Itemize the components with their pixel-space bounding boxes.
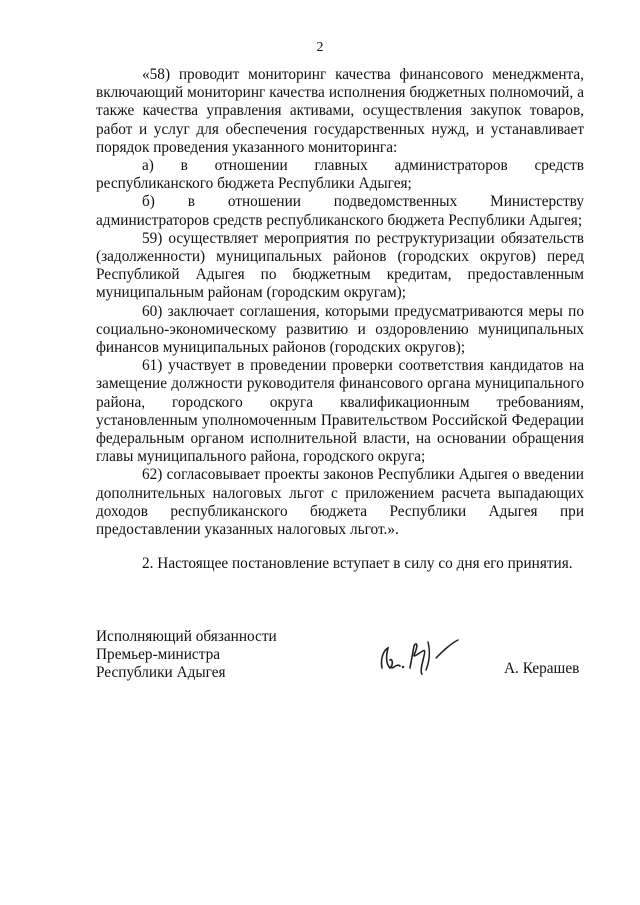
paragraph-item-61: 61) участвует в проведении проверки соответствия кандидатов на замещение должности руководителя финансового органа муниципального района, городского округа квалификационным требованиям, установленным уполномоченным Правительством Российской Федерации федеральным органом исполнительной власти, на основании обращения главы муниципального района, городского округа; — [96, 357, 584, 466]
paragraph-subitem-b: б) в отношении подведомственных Министерству администраторов средств республиканского бюджета Республики Адыгея; — [96, 193, 584, 229]
signatory-title-line: Исполняющий обязанности — [96, 628, 277, 645]
signatory-title — [96, 628, 277, 683]
paragraph-item-59: 59) осуществляет мероприятия по реструктуризации обязательств (задолженности) муниципальных районов (городских округов) перед Республикой Адыгея по бюджетным кредитам, предоставленным муниципальным районам (городским округам); — [96, 229, 584, 302]
signatory-title-line: Республики Адыгея — [96, 664, 226, 682]
signatory-name: А. Керашев — [504, 660, 580, 677]
paragraph-subitem-a: а) в отношении главных администраторов средств республиканского бюджета Республики Адыгея; — [96, 157, 584, 193]
document-body — [96, 66, 584, 573]
paragraph-effective-date: 2. Настоящее постановление вступает в силу со дня его принятия. — [142, 555, 573, 573]
paragraph-item-62: 62) согласовывает проекты законов Республики Адыгея о введении дополнительных налоговых льгот с приложением расчета выпадающих доходов республиканского бюджета Республики Адыгея при предоставлении указанных налоговых льгот.». — [96, 466, 584, 539]
handwritten-signature — [374, 628, 464, 678]
paragraph-item-60: 60) заключает соглашения, которыми предусматриваются меры по социально-экономическому развитию и оздоровлению муниципальных финансов муниципальных районов (городских округов); — [96, 302, 584, 357]
paragraph-item-58: «58) проводит мониторинг качества финансового менеджмента, включающий мониторинг качества исполнения бюджетных полномочий, а также качества управления активами, осуществления закупок товаров, работ и услуг для обеспечения государственных нужд, и устанавливает порядок проведения указанного мониторинга: — [96, 66, 584, 156]
page-number: 2 — [316, 40, 324, 55]
signatory-title-line: Премьер-министра — [96, 646, 221, 664]
